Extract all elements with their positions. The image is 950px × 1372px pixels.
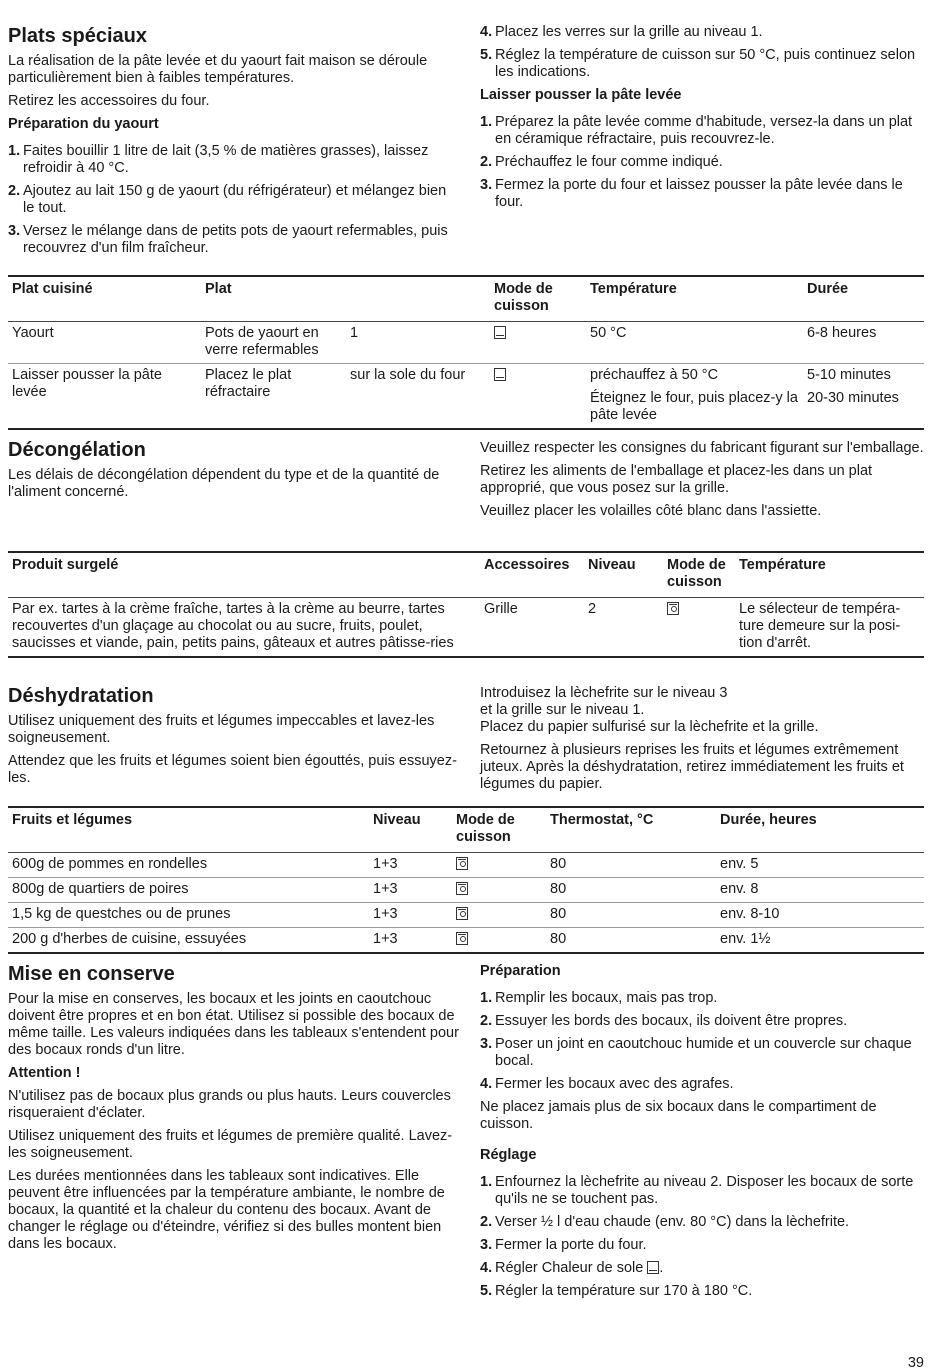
plats-remove-note: Retirez les accessoires du four. <box>8 93 210 109</box>
table-cell: 80 <box>550 906 567 922</box>
air-chaud-icon <box>456 857 468 870</box>
preparation-steps <box>480 990 925 1093</box>
table-row <box>8 322 924 364</box>
plats-left-column <box>8 24 460 263</box>
paragraph: Introduisez la lèchefrite sur le niveau 3 et la grille sur le niveau 1. Placez du papier sulfurisé sur la lèchefrite et la grille. <box>480 685 819 735</box>
column-header: Température <box>590 281 677 297</box>
decong-intro: Les délais de décongélation dépendent du type et de la quantité de l'aliment concerné. <box>8 467 440 500</box>
paragraph: Les durées mentionnées dans les tableaux sont indicatives. Elle peuvent être influencées par la température ambiante, le nombre de bocaux, la quantité et la chaleur du contenu des bocaux. Avant de changer le réglage ou d'éteindre, vérifiez si des bulles montent bien dans les bocaux. <box>8 1168 445 1252</box>
table-cell: 80 <box>550 931 567 947</box>
list-item: 3. Versez le mélange dans de petits pots de yaourt refermables, puis recouvrez d'un film fraîcheur. <box>8 223 448 256</box>
column-header: Mode de cuisson <box>494 281 553 314</box>
table-cell: 50 °C <box>590 325 627 341</box>
conserve-left-column <box>8 962 460 1259</box>
table-cell: Placez le plat réfractaire <box>205 367 292 400</box>
table-cell: 800g de quartiers de poires <box>12 881 189 897</box>
table-cell: env. 8-10 <box>720 906 780 922</box>
paragraph: Utilisez uniquement des fruits et légumes de première qualité. Lavez-les soigneusement. <box>8 1128 453 1161</box>
table-cell: 80 <box>550 881 567 897</box>
section-title-plats: Plats spéciaux <box>8 25 147 47</box>
table-cell: env. 5 <box>720 856 759 872</box>
paragraph: Ne placez jamais plus de six bocaux dans le compartiment de cuisson. <box>480 1099 877 1132</box>
table-cell: sur la sole du four <box>350 367 466 383</box>
column-header: Mode de cuisson <box>667 557 726 590</box>
paragraph: Attendez que les fruits et légumes soient bien égouttés, puis essuyez-les. <box>8 753 457 786</box>
table-header-row <box>8 807 924 853</box>
preparation-heading: Préparation <box>480 963 561 979</box>
table-cell <box>663 598 735 658</box>
column-header: Thermostat, °C <box>550 812 654 828</box>
pate-heading: Laisser pousser la pâte levée <box>480 87 682 103</box>
paragraph: Pour la mise en conserves, les bocaux et les joints en caoutchouc doivent être propres et en bon état. Utilisez si possible des bocaux de même taille. Les valeurs indiquées dans les tableaux s'entendent pour des bocaux ronds d'un litre. <box>8 991 459 1058</box>
column-header: Plat cuisiné <box>12 281 93 297</box>
table-cell <box>490 364 586 430</box>
paragraph: Retournez à plusieurs reprises les fruits et légumes extrêmement juteux. Après la déshydratation, retirez immédiatement les fruits et légumes du papier. <box>480 742 904 792</box>
table-decongelation <box>8 551 924 658</box>
section-title-deshydratation: Déshydratation <box>8 685 154 707</box>
column-header: Niveau <box>588 557 636 573</box>
air-chaud-icon <box>456 882 468 895</box>
pate-steps <box>480 114 925 211</box>
list-item: 4. Régler Chaleur de sole . <box>480 1260 664 1276</box>
chaleur-de-sole-icon <box>494 326 506 339</box>
table-cell: env. 8 <box>720 881 759 897</box>
table-cell: Yaourt <box>12 325 54 341</box>
decongelation-icon <box>667 602 679 615</box>
yaourt-steps-continued <box>480 24 925 81</box>
table-cell: env. 1½ <box>720 931 771 947</box>
column-header <box>346 276 490 322</box>
conserve-right-column <box>480 963 925 1306</box>
list-item: 1. Remplir les bocaux, mais pas trop. <box>480 990 718 1006</box>
column-header: Niveau <box>373 812 421 828</box>
table-cell: Laisser pousser la pâte levée <box>12 367 162 400</box>
table-cell: 1+3 <box>373 856 398 872</box>
table-cell: 1+3 <box>373 931 398 947</box>
decong-right-column <box>480 440 925 526</box>
table-row <box>8 598 924 658</box>
table-header-row <box>8 276 924 322</box>
table-row <box>8 928 924 954</box>
table-cell: Grille <box>484 601 518 617</box>
list-item: 2. Préchauffez le four comme indiqué. <box>480 154 723 170</box>
table-cell: 1+3 <box>373 906 398 922</box>
attention-heading: Attention ! <box>8 1065 81 1081</box>
list-item: 3. Fermez la porte du four et laissez pousser la pâte levée dans le four. <box>480 177 903 210</box>
list-item: 1. Enfournez la lèchefrite au niveau 2. Disposer les bocaux de sorte qu'ils ne se touchent pas. <box>480 1174 914 1207</box>
table-cell <box>452 903 546 928</box>
table-cell: 80 <box>550 856 567 872</box>
deshy-right-column <box>480 685 925 799</box>
page-number: 39 <box>907 1355 924 1371</box>
column-header: Fruits et légumes <box>12 812 133 828</box>
list-item: 3. Fermer la porte du four. <box>480 1237 647 1253</box>
yaourt-heading: Préparation du yaourt <box>8 116 159 132</box>
chaleur-de-sole-icon <box>494 368 506 381</box>
table-row <box>8 364 924 430</box>
column-header: Produit surgelé <box>12 557 119 573</box>
table-cell: 5-10 minutes 20-30 minutes <box>807 367 899 406</box>
plats-intro: La réalisation de la pâte levée et du yaourt fait maison se déroule particulièrement bien à faibles températures. <box>8 53 428 86</box>
table-deshydratation <box>8 806 924 954</box>
list-item: 3. Poser un joint en caoutchouc humide et un couvercle sur chaque bocal. <box>480 1036 912 1069</box>
column-header: Durée, heures <box>720 812 817 828</box>
section-title-conserve: Mise en conserve <box>8 963 175 985</box>
table-cell: 200 g d'herbes de cuisine, essuyées <box>12 931 247 947</box>
table-cell: 1 <box>350 325 359 341</box>
paragraph: Utilisez uniquement des fruits et légumes impeccables et lavez-les soigneusement. <box>8 713 435 746</box>
column-header: Durée <box>807 281 849 297</box>
yaourt-steps <box>8 143 460 257</box>
table-cell: Le sélecteur de tempéra-ture demeure sur la posi-tion d'arrêt. <box>739 601 901 651</box>
list-item: 2. Essuyer les bords des bocaux, ils doivent être propres. <box>480 1013 848 1029</box>
chaleur-de-sole-icon <box>647 1261 659 1274</box>
column-header: Plat <box>205 281 232 297</box>
table-cell: 1,5 kg de questches ou de prunes <box>12 906 231 922</box>
column-header: Accessoires <box>484 557 570 573</box>
deshy-left-column <box>8 684 460 793</box>
table-cell: 1+3 <box>373 881 398 897</box>
list-item: 4. Fermer les bocaux avec des agrafes. <box>480 1076 734 1092</box>
decong-left-column <box>8 438 460 507</box>
air-chaud-icon <box>456 932 468 945</box>
reglage-steps <box>480 1174 925 1300</box>
list-item: 2. Ajoutez au lait 150 g de yaourt (du réfrigérateur) et mélangez bien le tout. <box>8 183 447 216</box>
list-item: 5. Réglez la température de cuisson sur 50 °C, puis continuez selon les indications. <box>480 47 916 80</box>
list-item: 5. Régler la température sur 170 à 180 °C. <box>480 1283 753 1299</box>
column-header: Température <box>739 557 826 573</box>
paragraph: Veuillez respecter les consignes du fabricant figurant sur l'emballage. <box>480 440 924 456</box>
table-cell: 6-8 heures <box>807 325 877 341</box>
table-cell: Pots de yaourt en verre refermables <box>205 325 319 358</box>
table-row <box>8 853 924 878</box>
table-cell: Par ex. tartes à la crème fraîche, tartes à la crème au beurre, tartes recouvertes d'un glaçage au chocolat ou au sucre, fruits, poulet, saucisses et viande, pain, petits pains, gâteaux et autres pâtisse-ries <box>12 601 454 651</box>
table-row <box>8 903 924 928</box>
section-title-decongelation: Décongélation <box>8 439 146 461</box>
list-item: 1. Faites bouillir 1 litre de lait (3,5 % de matières grasses), laissez refroidir à 40 °C. <box>8 143 429 176</box>
plats-right-column <box>480 24 925 217</box>
paragraph: Retirez les aliments de l'emballage et placez-les dans un plat approprié, que vous posez sur la grille. <box>480 463 873 496</box>
table-cell: 2 <box>588 601 597 617</box>
table-cell <box>452 878 546 903</box>
table-cell <box>452 928 546 954</box>
table-cell: 600g de pommes en rondelles <box>12 856 208 872</box>
table-plats-speciaux <box>8 275 924 430</box>
list-item: 1. Préparez la pâte levée comme d'habitude, versez-la dans un plat en céramique réfractaire, puis recouvrez-le. <box>480 114 913 147</box>
table-header-row <box>8 552 924 598</box>
table-cell <box>490 322 586 364</box>
paragraph: N'utilisez pas de bocaux plus grands ou plus hauts. Leurs couvercles risqueraient d'éclater. <box>8 1088 451 1121</box>
paragraph: Veuillez placer les volailles côté blanc dans l'assiette. <box>480 503 822 519</box>
list-item: 2. Verser ½ l d'eau chaude (env. 80 °C) dans la lèchefrite. <box>480 1214 850 1230</box>
table-cell <box>452 853 546 878</box>
reglage-heading: Réglage <box>480 1147 537 1163</box>
column-header: Mode de cuisson <box>456 812 515 845</box>
table-row <box>8 878 924 903</box>
list-item: 4. Placez les verres sur la grille au niveau 1. <box>480 24 763 40</box>
air-chaud-icon <box>456 907 468 920</box>
table-cell: préchauffez à 50 °C Éteignez le four, puis placez-y la pâte levée <box>590 367 798 423</box>
